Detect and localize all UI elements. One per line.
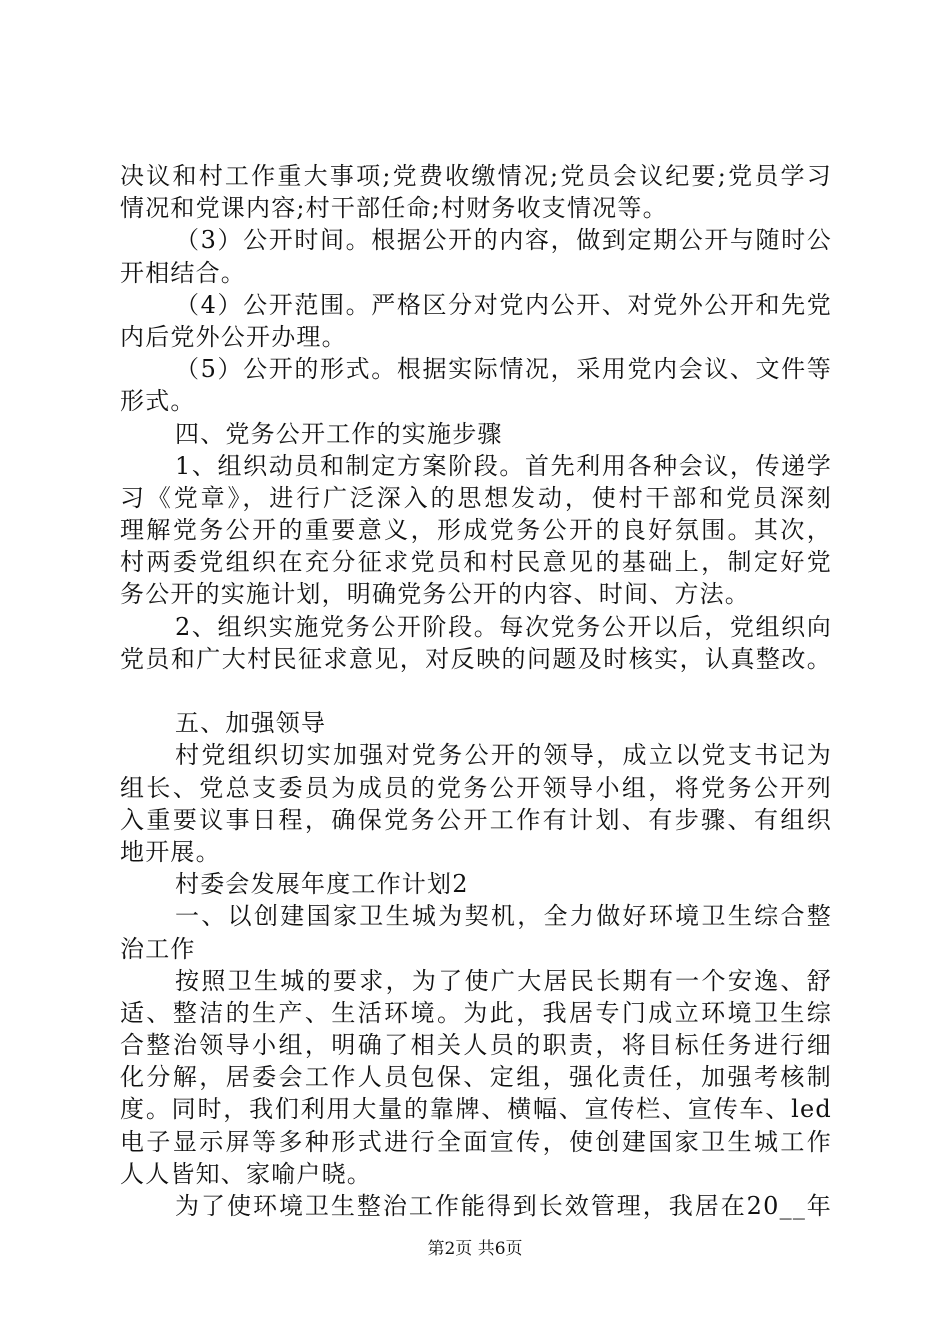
text-line: 电子显示屏等多种形式进行全面宣传，使创建国家卫生城工作 <box>120 1127 832 1156</box>
text-line: 为了使环境卫生整治工作能得到长效管理，我居在20__年 <box>175 1192 832 1220</box>
text-line: 内后党外公开办理。 <box>120 322 347 351</box>
text-line: 开相结合。 <box>120 258 246 287</box>
text-line: 1、组织动员和制定方案阶段。首先利用各种会议，传递学 <box>175 451 832 480</box>
text-line: （3）公开时间。根据公开的内容，做到定期公开与随时公 <box>175 226 832 255</box>
text-line: 务公开的实施计划，明确党务公开的内容、时间、方法。 <box>120 580 750 609</box>
document-body <box>120 160 832 1222</box>
text-line: 村委会发展年度工作计划2 <box>175 870 469 899</box>
text-line: 化分解，居委会工作人员包保、定组，强化责任，加强考核制 <box>120 1063 832 1092</box>
text-line: （5）公开的形式。根据实际情况，采用党内会议、文件等 <box>175 355 832 384</box>
text-line: 习《党章》，进行广泛深入的思想发动，使村干部和党员深刻 <box>120 483 832 512</box>
text-line: 入重要议事日程，确保党务公开工作有计划、有步骤、有组织 <box>120 805 832 834</box>
text-line: 形式。 <box>120 387 196 416</box>
text-line: 按照卫生城的要求，为了使广大居民长期有一个安逸、舒 <box>175 966 832 995</box>
text-line: 地开展。 <box>120 837 221 866</box>
page-footer: 第2页 共6页 <box>427 1239 523 1259</box>
blank-line <box>120 675 832 707</box>
text-line: 治工作 <box>120 934 196 963</box>
text-line: 五、加强领导 <box>175 709 327 738</box>
text-line: 决议和村工作重大事项;党费收缴情况;党员会议纪要;党员学习 <box>120 162 832 190</box>
text-line: 理解党务公开的重要意义，形成党务公开的良好氛围。其次， <box>120 516 832 545</box>
text-line: 适、整洁的生产、生活环境。为此，我居专门成立环境卫生综 <box>120 998 832 1027</box>
text-line: 一、以创建国家卫生城为契机，全力做好环境卫生综合整 <box>175 902 832 931</box>
text-line: 2、组织实施党务公开阶段。每次党务公开以后，党组织向 <box>175 612 832 641</box>
text-line: 合整治领导小组，明确了相关人员的职责，将目标任务进行细 <box>120 1031 832 1060</box>
text-line: 四、党务公开工作的实施步骤 <box>175 419 503 448</box>
text-line: 党员和广大村民征求意见，对反映的问题及时核实，认真整改。 <box>120 644 832 673</box>
text-line: 村党组织切实加强对党务公开的领导，成立以党支书记为 <box>175 741 832 770</box>
text-line: （4）公开范围。严格区分对党内公开、对党外公开和先党 <box>175 290 832 319</box>
text-line: 村两委党组织在充分征求党员和村民意见的基础上，制定好党 <box>120 548 832 577</box>
text-line: 人人皆知、家喻户晓。 <box>120 1159 372 1188</box>
text-line: 组长、党总支委员为成员的党务公开领导小组，将党务公开列 <box>120 773 832 802</box>
text-line: 情况和党课内容;村干部任命;村财务收支情况等。 <box>120 194 668 223</box>
text-line: 度。同时，我们利用大量的靠牌、横幅、宣传栏、宣传车、led <box>120 1095 832 1124</box>
